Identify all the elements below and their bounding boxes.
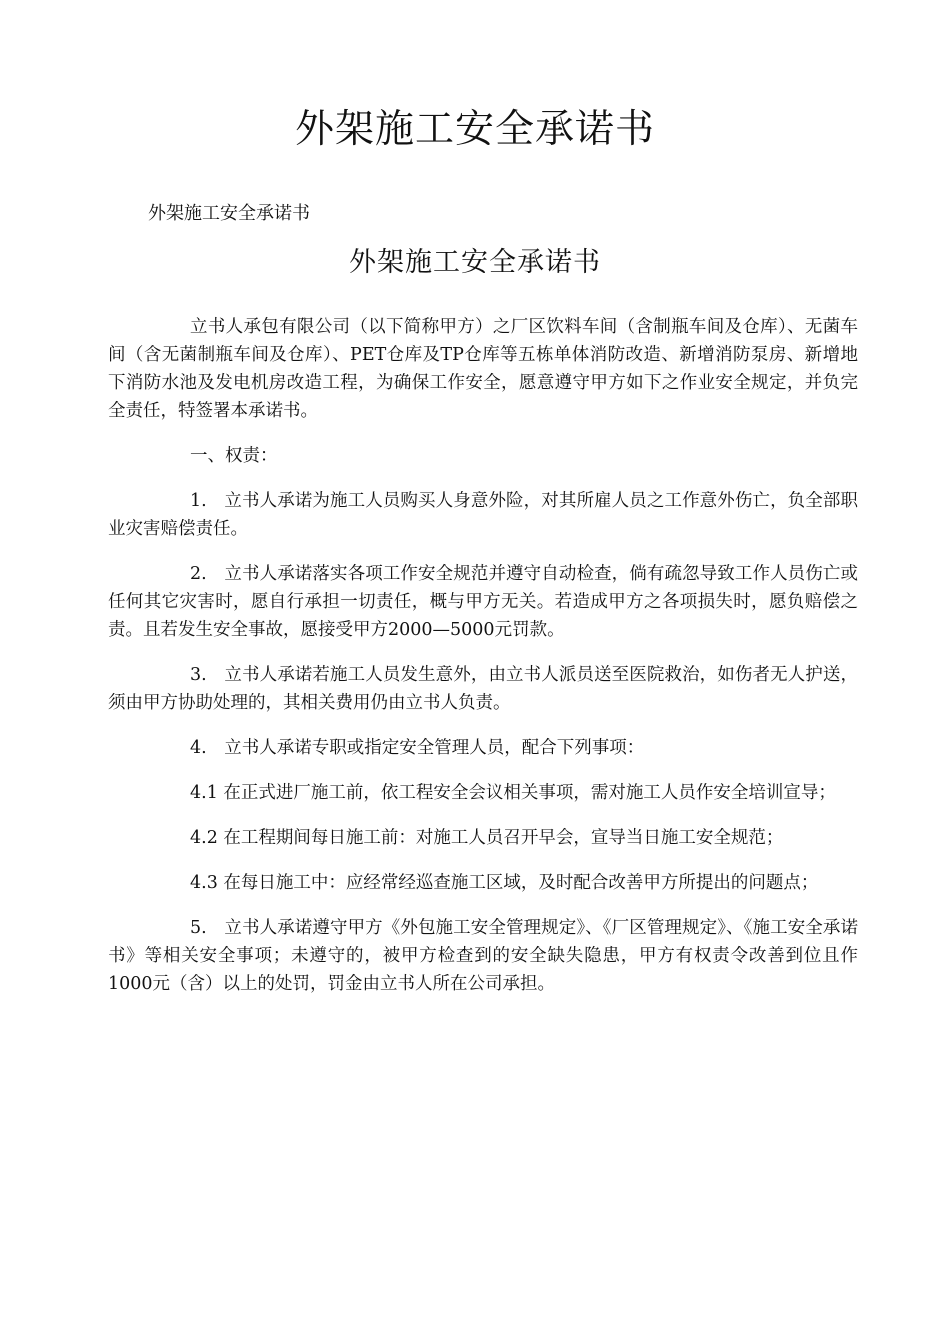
paragraph-item-1: 1. 立书人承诺为施工人员购买人身意外险，对其所雇人员之工作意外伤亡，负全部职业灾害赔偿责任。 bbox=[108, 491, 858, 539]
paragraph-item-5: 5. 立书人承诺遵守甲方《外包施工安全管理规定》、《厂区管理规定》、《施工安全承诺书》等相关安全事项；未遵守的，被甲方检查到的安全缺失隐患，甲方有权责令改善到位且作1000元（含）以上的处罚，罚金由立书人所在公司承担。 bbox=[108, 918, 858, 994]
paragraph-item-3: 3. 立书人承诺若施工人员发生意外，由立书人派员送至医院救治，如伤者无人护送，须由甲方协助处理的，其相关费用仍由立书人负责。 bbox=[108, 665, 858, 713]
paragraph-item-4-3: 4.3 在每日施工中：应经常经巡查施工区域，及时配合改善甲方所提出的问题点； bbox=[190, 873, 819, 893]
paragraph-item-4-2: 4.2 在工程期间每日施工前：对施工人员召开早会，宣导当日施工安全规范； bbox=[190, 828, 784, 848]
paragraph-section-heading: 一、权责： bbox=[190, 446, 278, 466]
document-small-heading: 外架施工安全承诺书 bbox=[148, 203, 310, 224]
paragraph-item-4-1: 4.1 在正式进厂施工前，依工程安全会议相关事项，需对施工人员作安全培训宣导； bbox=[190, 783, 836, 803]
document-sub-title: 外架施工安全承诺书 bbox=[349, 247, 601, 278]
paragraph-intro: 立书人承包有限公司（以下简称甲方）之厂区饮料车间（含制瓶车间及仓库）、无菌车间（含无菌制瓶车间及仓库）、PET仓库及TP仓库等五栋单体消防改造、新增消防泵房、新增地下消防水池及发电机房改造工程，为确保工作安全，愿意遵守甲方如下之作业安全规定，并负完全责任，特签署本承诺书。 bbox=[108, 317, 858, 421]
document-main-title: 外架施工安全承诺书 bbox=[294, 107, 655, 152]
paragraph-item-2: 2. 立书人承诺落实各项工作安全规范并遵守自动检查，倘有疏忽导致工作人员伤亡或任何其它灾害时，愿自行承担一切责任，概与甲方无关。若造成甲方之各项损失时，愿负赔偿之责。且若发生安全事故，愿接受甲方2000—5000元罚款。 bbox=[108, 564, 858, 640]
document-body bbox=[108, 313, 858, 1015]
paragraph-item-4: 4. 立书人承诺专职或指定安全管理人员，配合下列事项： bbox=[190, 738, 645, 758]
